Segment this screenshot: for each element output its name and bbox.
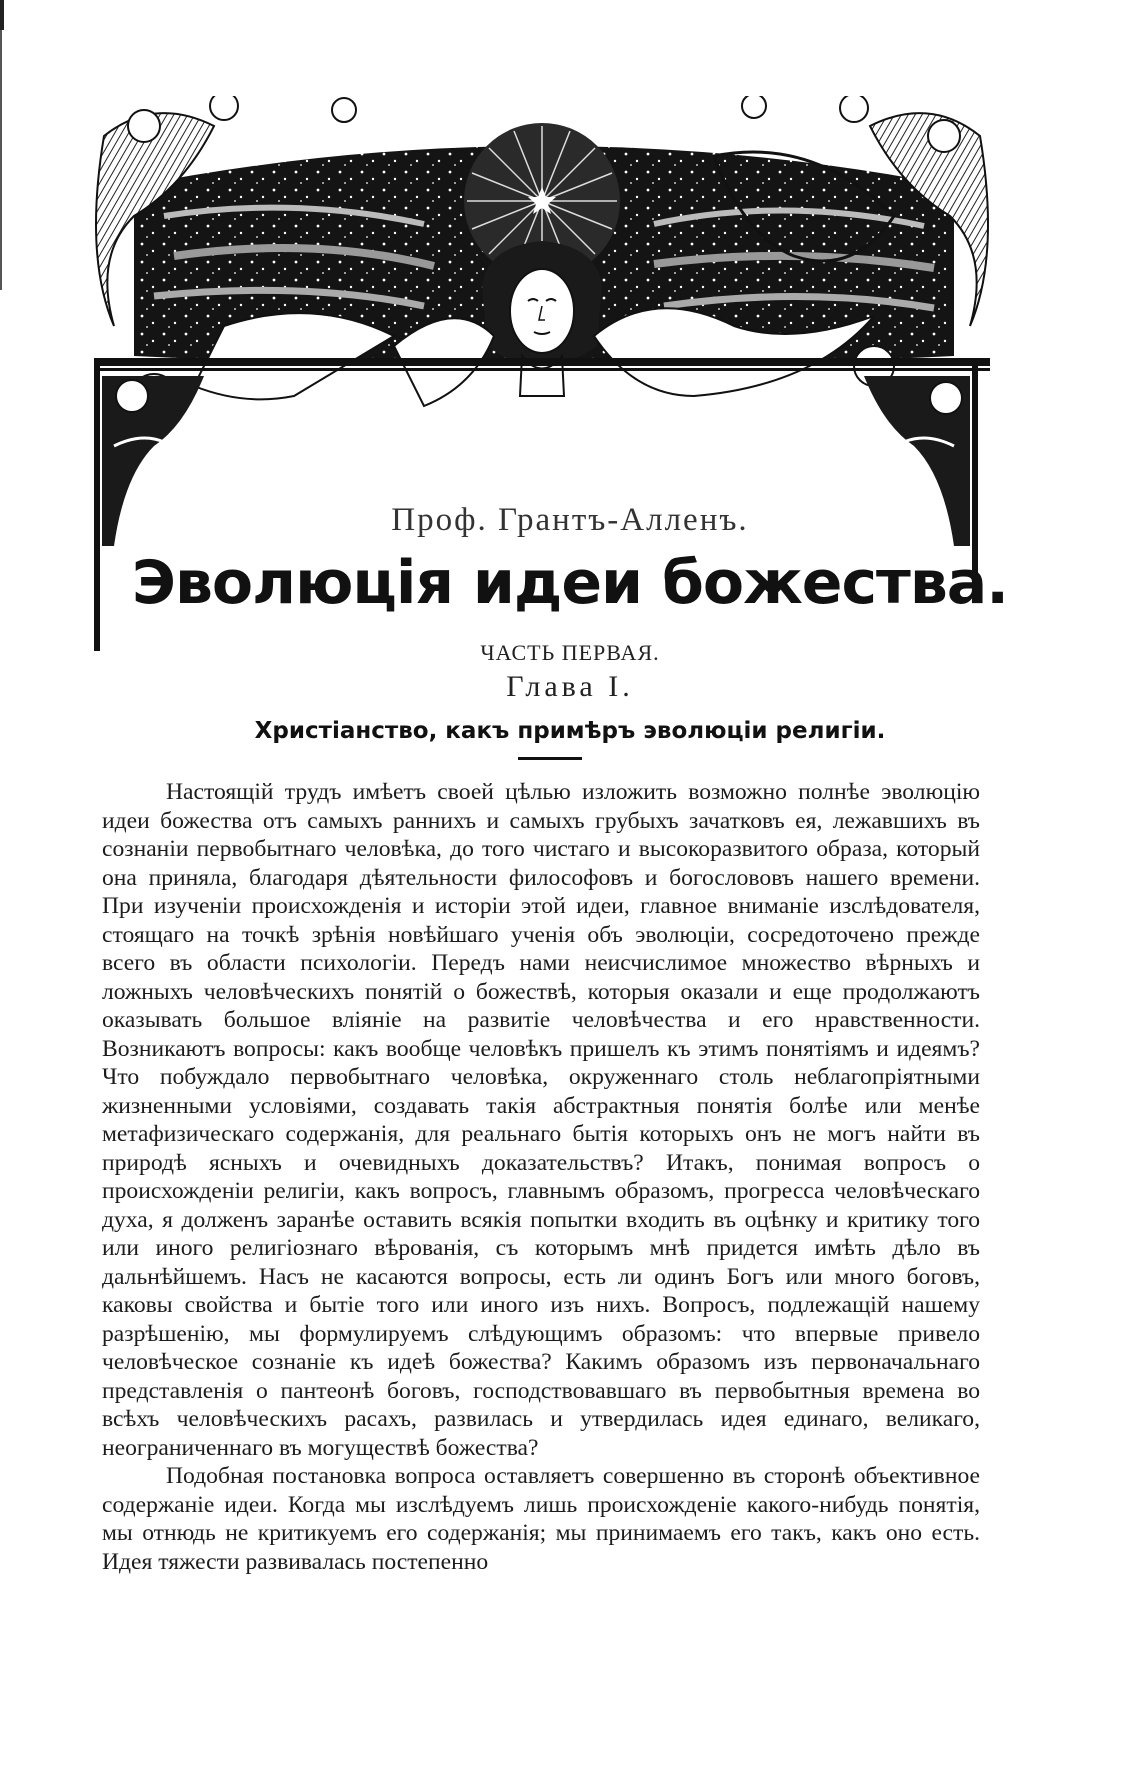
- page-edge-mark: [0, 0, 4, 30]
- frame-bar: [94, 358, 990, 366]
- goddess-face: [482, 241, 602, 396]
- paragraph: Подобная постановка вопроса оставляетъ совершенно въ сторонѣ объективное содержаніе идеи. Когда мы изслѣдуемъ лишь происхожденіе какого-нибудь понятія, мы отнюдь не критикуемъ его содержанія; мы принимаемъ его такъ, какъ оно есть. Идея тяжести развивалась постепенно: [102, 1463, 980, 1575]
- paragraph: Настоящій трудъ имѣетъ своей цѣлью изложить возможно полнѣе эволюцію идеи божества отъ самыхъ раннихъ и самыхъ грубыхъ зачатковъ ея, лежавшихъ въ сознаніи первобытнаго человѣка, до того чистаго и высокоразвитого образа, который она приняла, благодаря дѣятельности философовъ и богослововъ нашего времени. При изученіи происхожденія и исторіи этой идеи, главное вниманіе изслѣдователя, стоящаго на точкѣ зрѣнія новѣйшаго ученія объ эволюціи, сосредоточено прежде всего въ области психологіи. Передъ нами неисчислимое множество вѣрныхъ и ложныхъ человѣческихъ понятій о божествѣ, которыя оказали и еще продолжаютъ оказывать большое вліяніе на развитіе человѣчества и его нравственности. Возникаютъ вопросы: какъ вообще человѣкъ пришелъ къ этимъ понятіямъ и идеямъ? Что побуждало первобытнаго человѣка, окруженнаго столь неблагопріятными жизненными условіями, создавать такія абстрактныя понятія болѣе или менѣе метафизическаго содержанія, для реальнаго бытія которыхъ онъ не могъ найти въ природѣ ясныхъ и очевидныхъ доказательствъ? Итакъ, понимая вопросъ о происхожденіи религіи, какъ вопросъ, главнымъ образомъ, прогресса человѣческаго духа, я долженъ заранѣе оставить всякія попытки входить въ оцѣнку и критику того или иного религіознаго вѣрованія, съ которымъ мнѣ придется имѣть дѣло въ дальнѣйшемъ. Насъ не касаются вопросы, есть ли одинъ Богъ или много боговъ, каковы свойства и бытіе того или иного изъ нихъ. Вопросъ, подлежащій нашему разрѣшенію, мы формулируемъ слѣдующимъ образомъ: что впервые привело человѣческое сознаніе къ идеѣ божества? Какимъ образомъ изъ первоначальнаго представленія о пантеонѣ боговъ, господствовавшаго въ первобытныя времена во всѣхъ человѣческихъ расахъ, развилась и утвердилась идея единаго, великаго, неограниченнаго въ могуществѣ божества?: [102, 779, 980, 1461]
- body-text: [102, 778, 980, 1576]
- chapter-subtitle: Христіанство, какъ примѣръ эволюціи религіи.: [254, 718, 886, 744]
- part-heading: ЧАСТЬ ПЕРВАЯ.: [480, 640, 660, 665]
- page-title: Эволюція идеи божества.: [131, 548, 1009, 618]
- frame-right: [972, 358, 978, 580]
- page-edge-line: [0, 30, 2, 290]
- section-divider: [518, 757, 582, 760]
- chapter-heading: Глава I.: [506, 670, 634, 703]
- author-line: Проф. Грантъ-Алленъ.: [391, 502, 749, 538]
